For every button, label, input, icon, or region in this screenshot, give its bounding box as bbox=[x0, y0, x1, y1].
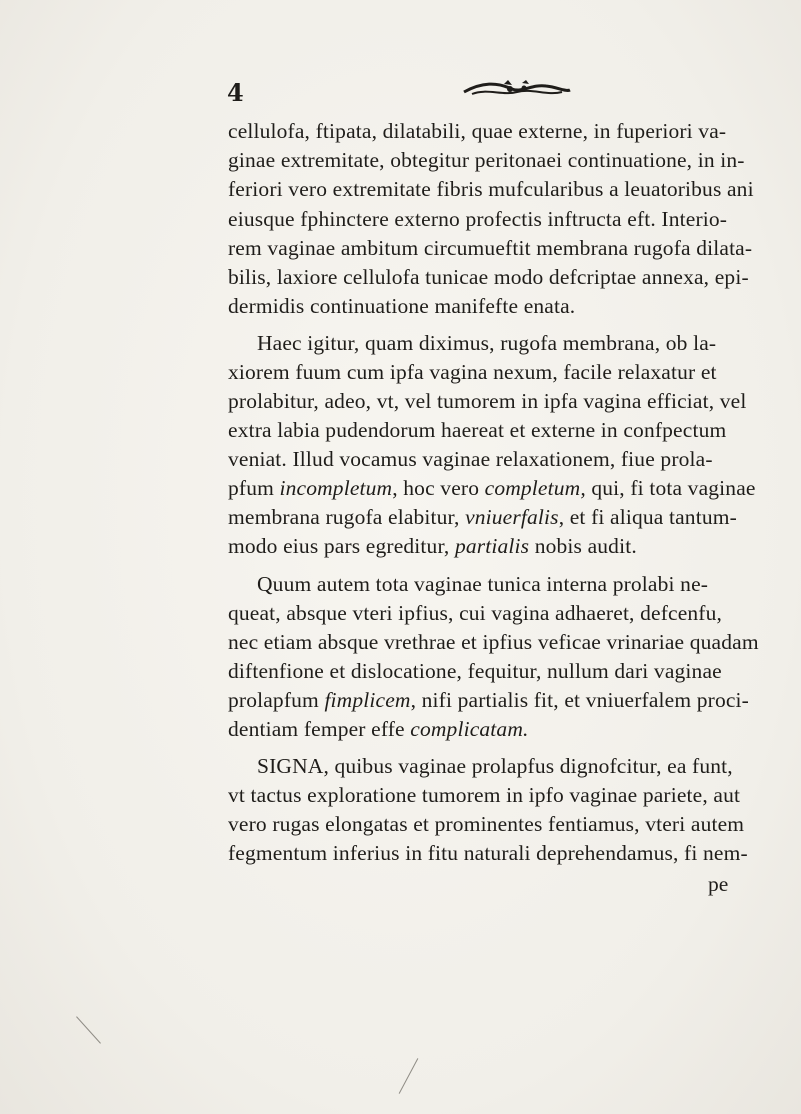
margin-pencil-mark bbox=[399, 1058, 419, 1094]
text-line: veniat. Illud vocamus vaginae relaxationem, fiue prola- bbox=[228, 447, 713, 471]
italic-term: complicatam. bbox=[410, 717, 529, 741]
margin-pencil-mark bbox=[76, 1016, 101, 1043]
text-line-with-italics: pfum incompletum, hoc vero completum, qui, fi tota vaginae bbox=[228, 476, 756, 500]
text-line: Haec igitur, quam diximus, rugofa membrana, ob la- bbox=[257, 331, 717, 355]
text-line: ginae extremitate, obtegitur peritonaei continuatione, in in- bbox=[228, 148, 745, 172]
text-line: nec etiam absque vrethrae et ipfius veficae vrinariae quadam bbox=[228, 630, 759, 654]
text-line: vt tactus exploratione tumorem in ipfo vaginae pariete, aut bbox=[228, 783, 741, 807]
text-line: rem vaginae ambitum circumueftit membrana rugofa dilata- bbox=[228, 236, 753, 260]
text-line: bilis, laxiore cellulofa tunicae modo defcriptae annexa, epi- bbox=[228, 265, 749, 289]
italic-term: fimplicem bbox=[324, 688, 411, 712]
italic-term: incompletum bbox=[279, 476, 393, 500]
text-line: vero rugas elongatas et prominentes fentiamus, vteri autem bbox=[228, 812, 745, 836]
italic-term: completum, bbox=[484, 476, 586, 500]
text-line: xiorem fuum cum ipfa vagina nexum, facile relaxatur et bbox=[228, 360, 717, 384]
text-line-with-italics: dentiam femper effe complicatam. bbox=[228, 717, 529, 741]
catchword: pe bbox=[708, 872, 729, 896]
text-line: Quum autem tota vaginae tunica interna prolabi ne- bbox=[257, 572, 709, 596]
text-line-with-italics: membrana rugofa elabitur, vniuerfalis, et fi aliqua tantum- bbox=[228, 505, 737, 529]
text-line-with-italics: prolapfum fimplicem, nifi partialis fit, et vniuerfalem proci- bbox=[228, 688, 749, 712]
text-line: cellulofa, ftipata, dilatabili, quae externe, in fuperiori va- bbox=[228, 119, 727, 143]
text-line: feriori vero extremitate fibris mufcularibus a leuatoribus ani bbox=[228, 177, 754, 201]
headpiece-ornament-icon bbox=[462, 80, 572, 100]
text-line: extra labia pudendorum haereat et externe in confpectum bbox=[228, 418, 727, 442]
text-line: eiusque fphinctere externo profectis inftructa eft. Interio- bbox=[228, 207, 728, 231]
text-line: prolabitur, adeo, vt, vel tumorem in ipfa vagina efficiat, vel bbox=[228, 389, 747, 413]
page-number: 4 bbox=[227, 78, 244, 107]
text-line: dermidis continuatione manifefte enata. bbox=[228, 294, 576, 318]
text-line: diftenfione et dislocatione, fequitur, nullum dari vaginae bbox=[228, 659, 722, 683]
text-line: queat, absque vteri ipfius, cui vagina adhaeret, defcenfu, bbox=[228, 601, 723, 625]
italic-term: partialis bbox=[454, 534, 530, 558]
text-line: fegmentum inferius in fitu naturali deprehendamus, fi nem- bbox=[228, 841, 748, 865]
text-line-with-italics: modo eius pars egreditur, partialis nobis audit. bbox=[228, 534, 637, 558]
italic-term: vniuerfalis bbox=[465, 505, 559, 529]
text-line: SIGNA, quibus vaginae prolapfus dignofcitur, ea funt, bbox=[257, 754, 733, 778]
